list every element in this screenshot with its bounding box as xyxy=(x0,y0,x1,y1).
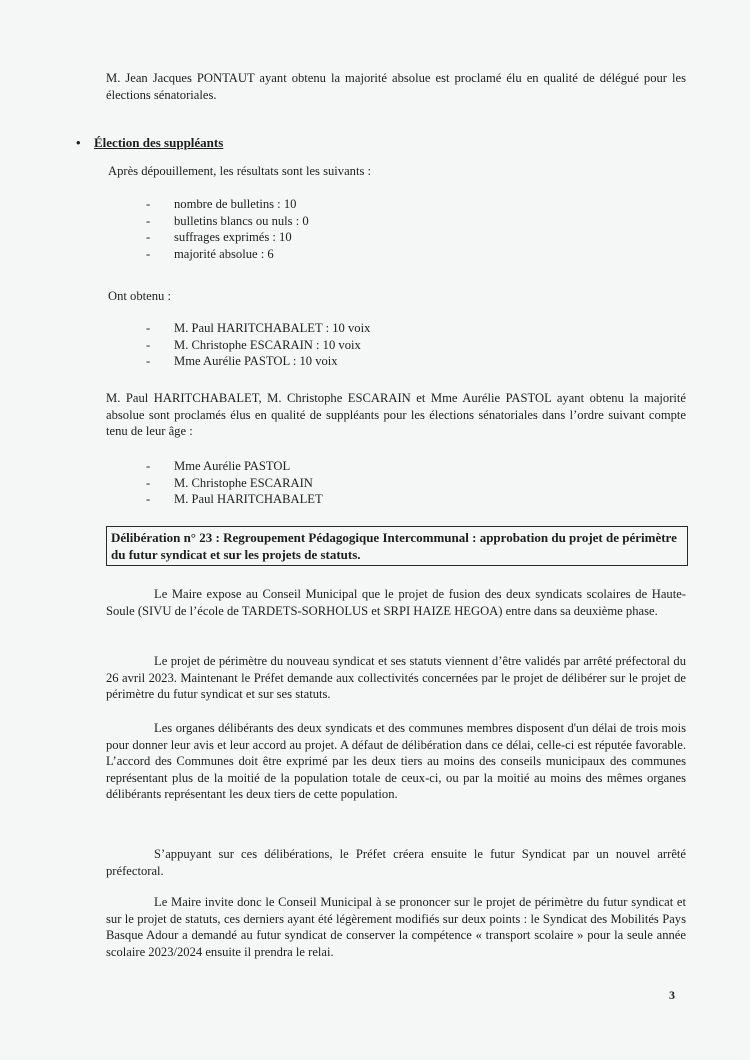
paragraph-4: S’appuyant sur ces délibérations, le Préfet créera ensuite le futur Syndicat par un nouvel arrêté préfectoral. xyxy=(106,847,686,878)
list-item: - M. Paul HARITCHABALET xyxy=(146,492,323,506)
dash-icon: - xyxy=(146,492,151,506)
suppleants-heading xyxy=(76,134,223,151)
suppleants-heading-text: Élection des suppléants xyxy=(94,135,224,150)
list-item: - M. Christophe ESCARAIN xyxy=(146,475,313,490)
obtained-intro: Ont obtenu : xyxy=(108,289,171,303)
bullet-icon: • xyxy=(76,135,81,150)
list-item: - majorité absolue : 6 xyxy=(146,246,274,261)
dash-icon: - xyxy=(146,475,151,490)
dash-icon: - xyxy=(146,230,151,244)
list-item: - nombre de bulletins : 10 xyxy=(146,197,297,211)
dash-icon: - xyxy=(146,246,151,261)
paragraph-3: Les organes délibérants des deux syndicats et des communes membres disposent d'un délai de trois mois pour donner leur avis et leur accord au projet. A défaut de délibération dans ce délai, celle-ci est réputée favorable. L’accord des Communes doit être exprimé par les deux tiers au moins des conseils municipaux des communes représentant plus de la moitié de la population totale de ceux-ci, ou par la moitié au moins des mêmes organes délibérants représentant les deux tiers de cette population. xyxy=(106,721,686,801)
proclamation-paragraph: M. Paul HARITCHABALET, M. Christophe ESCARAIN et Mme Aurélie PASTOL ayant obtenu la majorité absolue sont proclamés élus en qualité de suppléants pour les élections sénatoriales dans l’ordre suivant compte tenu de leur âge : xyxy=(106,391,686,438)
order-list xyxy=(146,458,546,508)
list-item: - M. Christophe ESCARAIN : 10 voix xyxy=(146,337,361,352)
results-intro: Après dépouillement, les résultats sont les suivants : xyxy=(108,164,372,178)
page-number: 3 xyxy=(669,988,675,1002)
candidates-list xyxy=(146,320,546,370)
list-item: - Mme Aurélie PASTOL : 10 voix xyxy=(146,354,338,368)
paragraph-5: Le Maire invite donc le Conseil Municipal à se prononcer sur le projet de périmètre du futur syndicat et sur le projet de statuts, ces derniers ayant été légèrement modifiés sur deux points : le Syndicat des Mobilités Pays Basque Adour a demandé au futur syndicat de conserver la compétence « transport scolaire » pour la seule année scolaire 2023/2024 ensuite il prendra le relai. xyxy=(106,895,686,959)
intro-paragraph: M. Jean Jacques PONTAUT ayant obtenu la majorité absolue est proclamé élu en qualité de délégué pour les élections sénatoriales. xyxy=(106,71,686,102)
list-item: - Mme Aurélie PASTOL xyxy=(146,459,291,473)
dash-icon: - xyxy=(146,354,151,368)
list-item: - M. Paul HARITCHABALET : 10 voix xyxy=(146,321,371,335)
list-item: - suffrages exprimés : 10 xyxy=(146,230,292,244)
dash-icon: - xyxy=(146,213,151,228)
dash-icon: - xyxy=(146,321,151,335)
dash-icon: - xyxy=(146,459,151,473)
dash-icon: - xyxy=(146,197,151,211)
paragraph-2: Le projet de périmètre du nouveau syndicat et ses statuts viennent d’être validés par arrêté préfectoral du 26 avril 2023. Maintenant le Préfet demande aux collectivités concernées par le projet de délibérer sur le projet de périmètre du futur syndicat et sur ses statuts. xyxy=(106,654,686,701)
deliberation-title: Délibération n° 23 : Regroupement Pédagogique Intercommunal : approbation du projet de périmètre du futur syndicat et sur les projets de statuts. xyxy=(106,526,688,566)
results-list xyxy=(146,196,546,262)
list-item: - bulletins blancs ou nuls : 0 xyxy=(146,213,309,228)
paragraph-1: Le Maire expose au Conseil Municipal que le projet de fusion des deux syndicats scolaires de Haute-Soule (SIVU de l’école de TARDETS-SORHOLUS et SRPI HAIZE HEGOA) entre dans sa deuxième phase. xyxy=(106,587,686,618)
dash-icon: - xyxy=(146,337,151,352)
